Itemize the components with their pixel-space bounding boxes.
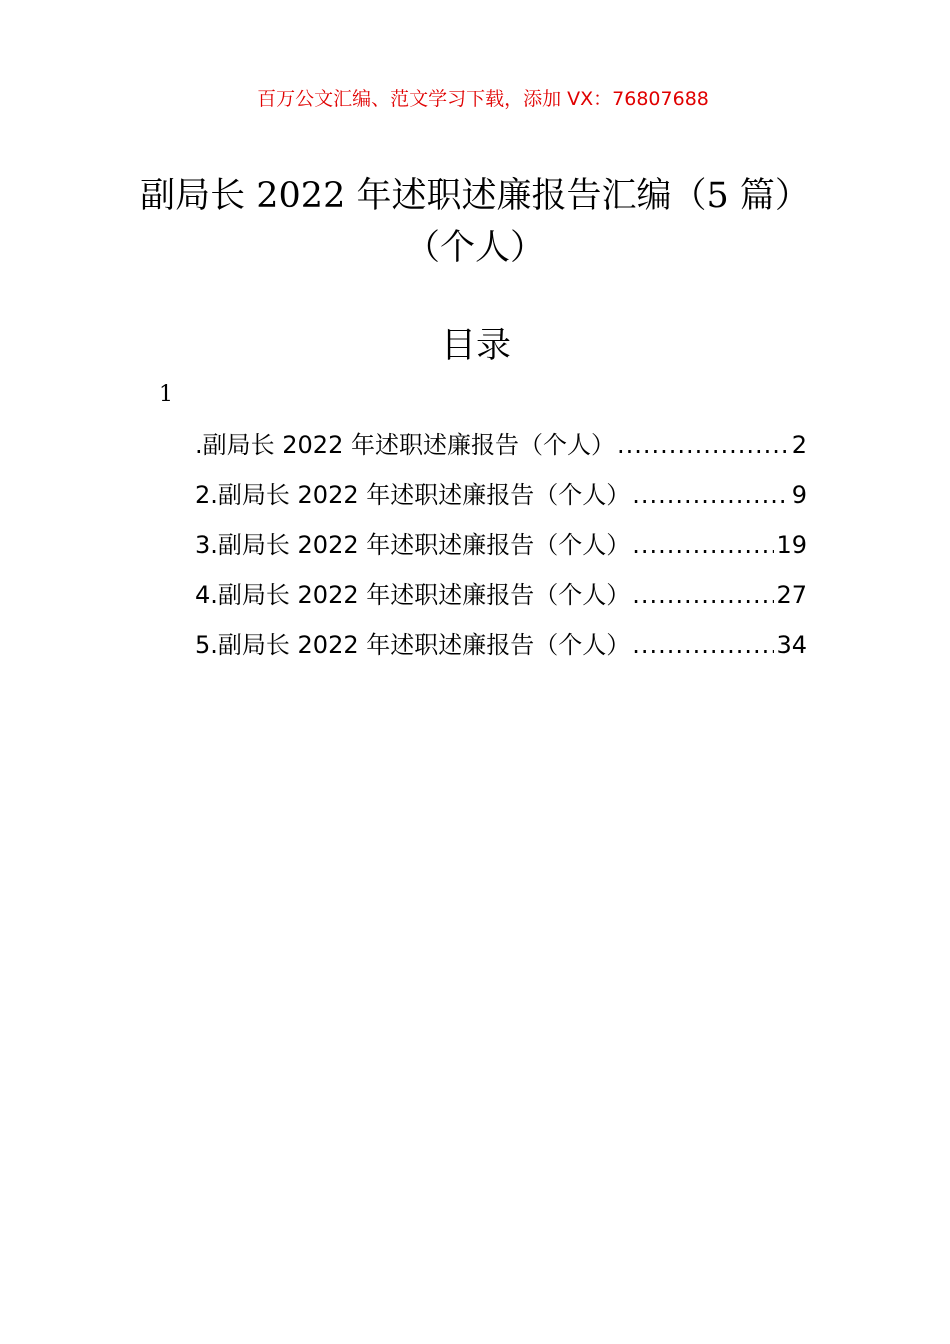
toc-list — [195, 425, 807, 675]
toc-entry-page-number: 9 — [791, 481, 807, 509]
toc-entry-page-number: 2 — [791, 431, 807, 459]
toc-entry-page-number: 19 — [776, 531, 807, 559]
toc-entry-4[interactable] — [195, 575, 807, 625]
header-promo-note: 百万公文汇编、范文学习下载，添加 VX：76807688 — [257, 88, 709, 110]
toc-entry-2[interactable] — [195, 475, 807, 525]
toc-entry-title: 2.副局长 2022 年述职述廉报告（个人） — [195, 481, 631, 509]
toc-stray-number: 1 — [159, 382, 173, 407]
toc-entry-5[interactable] — [195, 625, 807, 675]
toc-entry-page-number: 34 — [776, 631, 807, 659]
toc-dot-leader — [617, 425, 790, 465]
toc-entry-title: 4.副局长 2022 年述职述廉报告（个人） — [195, 581, 631, 609]
toc-dot-leader — [632, 575, 774, 615]
document-title-line-1: 副局长 2022 年述职述廉报告汇编（5 篇） — [140, 176, 810, 216]
toc-entry-title: 5.副局长 2022 年述职述廉报告（个人） — [195, 631, 631, 659]
toc-entry-3[interactable] — [195, 525, 807, 575]
toc-entry-title: 3.副局长 2022 年述职述廉报告（个人） — [195, 531, 631, 559]
document-title-line-2: （个人） — [404, 228, 545, 268]
toc-entry-1[interactable] — [195, 425, 807, 475]
toc-dot-leader — [632, 475, 789, 515]
toc-entry-title: .副局长 2022 年述职述廉报告（个人） — [195, 431, 615, 459]
toc-dot-leader — [632, 625, 774, 665]
toc-heading: 目录 — [440, 326, 511, 366]
toc-dot-leader — [632, 525, 774, 565]
document-title — [0, 170, 950, 274]
toc-entry-page-number: 27 — [776, 581, 807, 609]
